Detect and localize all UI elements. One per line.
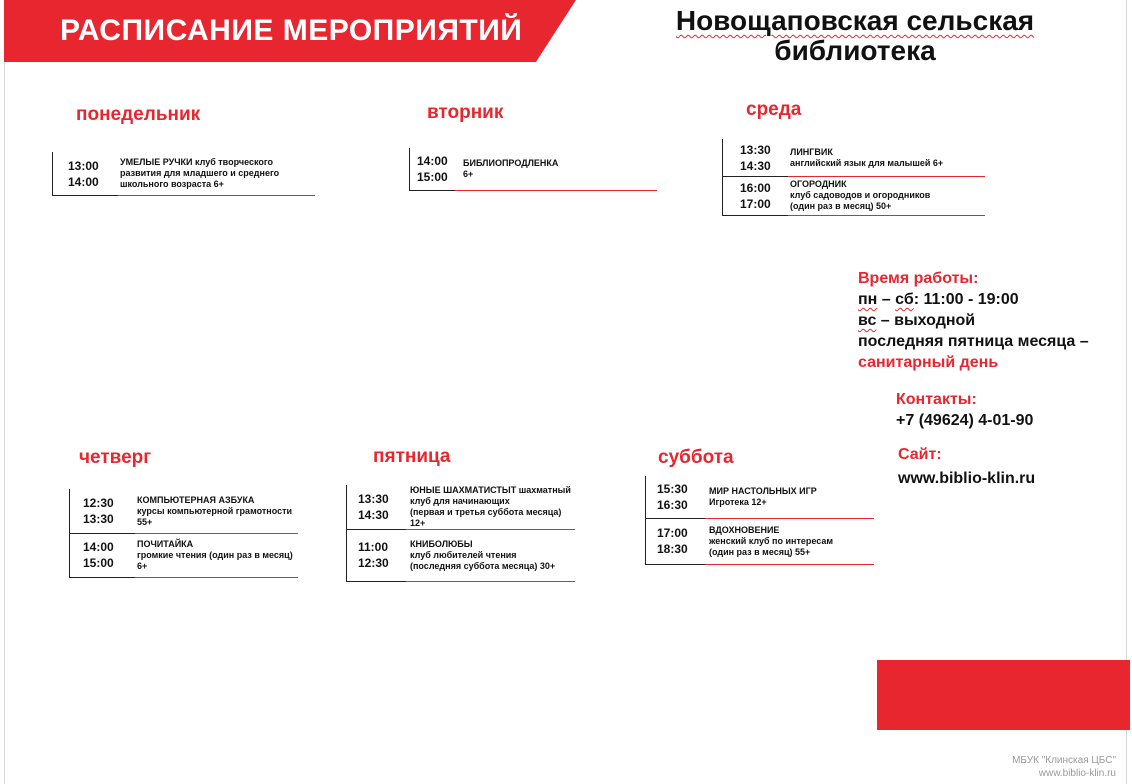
event-description: МИР НАСТОЛЬНЫХ ИГР Игротека 12+	[709, 486, 817, 507]
event-row	[409, 148, 657, 190]
thursday-schedule	[69, 489, 298, 577]
day-thursday: четверг	[79, 447, 152, 468]
event-row	[69, 489, 298, 533]
event-times: 13:00 14:00	[68, 158, 99, 189]
event-description: КОМПЬЮТЕРНАЯ АЗБУКА курсы компьютерной грамотности 55+	[137, 494, 293, 527]
site-url: www.biblio-klin.ru	[898, 470, 1036, 487]
day-tuesday: вторник	[427, 102, 504, 123]
event-description: УМЕЛЫЕ РУЧКИ клуб творческого развития для младшего и среднего школьного возраста 6+	[120, 157, 280, 189]
day-friday: пятница	[373, 446, 451, 467]
event-row	[69, 533, 298, 577]
day-saturday: суббота	[658, 447, 734, 468]
saturday-schedule	[645, 476, 874, 564]
event-description: КНИБОЛЮБЫ клуб любителей чтения (последняя суббота месяца) 30+	[410, 538, 556, 571]
day-wednesday: среда	[746, 99, 802, 120]
event-times: 16:00 17:00	[740, 180, 771, 211]
friday-schedule	[346, 485, 575, 581]
event-description: ОГОРОДНИК клуб садоводов и огородников (один раз в месяц) 50+	[790, 179, 931, 211]
event-row	[52, 152, 315, 195]
event-description: БИБЛИОПРОДЛЕНКА 6+	[463, 158, 559, 179]
event-times: 17:00 18:30	[657, 526, 688, 556]
event-row	[722, 139, 985, 176]
library-name-line1: Новощаповская сельская	[675, 5, 1035, 36]
event-description: ЮНЫЕ ШАХМАТИСТЫТ шахматный клуб для начинающих (первая и третья суббота месяца) 12+	[410, 485, 571, 528]
day-monday: понедельник	[76, 104, 201, 125]
event-row	[346, 485, 575, 529]
event-times: 14:00 15:00	[83, 540, 114, 570]
library-name-line2: библиотека	[774, 35, 936, 66]
event-description: ВДОХНОВЕНИЕ женский клуб по интересам (один раз в месяц) 55+	[709, 524, 834, 557]
event-times: 13:30 14:30	[740, 142, 771, 173]
event-times: 13:30 14:30	[358, 492, 389, 522]
contacts-label: Контакты:	[896, 391, 977, 408]
weekday-hours: пн – сб: 11:00 - 19:00	[858, 291, 1019, 308]
event-row	[722, 176, 985, 215]
last-friday-note: последняя пятница месяца –	[858, 333, 1089, 350]
tuesday-schedule	[409, 148, 657, 190]
contacts	[896, 389, 1033, 431]
event-times: 11:00 12:30	[358, 540, 389, 570]
sunday-hours: вс – выходной	[858, 312, 976, 329]
event-description: ЛИНГВИК английский язык для малышей 6+	[790, 146, 944, 168]
phone-number: +7 (49624) 4-01-90	[896, 412, 1034, 429]
working-hours-label: Время работы:	[858, 270, 979, 287]
event-row	[645, 518, 874, 564]
website	[898, 444, 1035, 490]
event-description: ПОЧИТАЙКА громкие чтения (один раз в месяц) 6+	[137, 538, 293, 571]
watermark: МБУК "Клинская ЦБС" www.biblio-klin.ru	[1012, 755, 1116, 779]
wednesday-schedule	[722, 139, 985, 215]
monday-schedule	[52, 152, 315, 195]
library-name	[620, 6, 1090, 66]
event-times: 14:00 15:00	[417, 154, 448, 184]
event-times: 15:30 16:30	[657, 482, 688, 512]
site-label: Сайт:	[898, 446, 942, 463]
event-row	[645, 476, 874, 518]
sanitary-day: санитарный день	[858, 354, 999, 371]
event-times: 12:30 13:30	[83, 496, 114, 526]
bottom-banner	[877, 660, 1130, 730]
working-hours	[858, 268, 1089, 373]
page-title: РАСПИСАНИЕ МЕРОПРИЯТИЙ	[60, 14, 523, 47]
event-row	[346, 529, 575, 581]
